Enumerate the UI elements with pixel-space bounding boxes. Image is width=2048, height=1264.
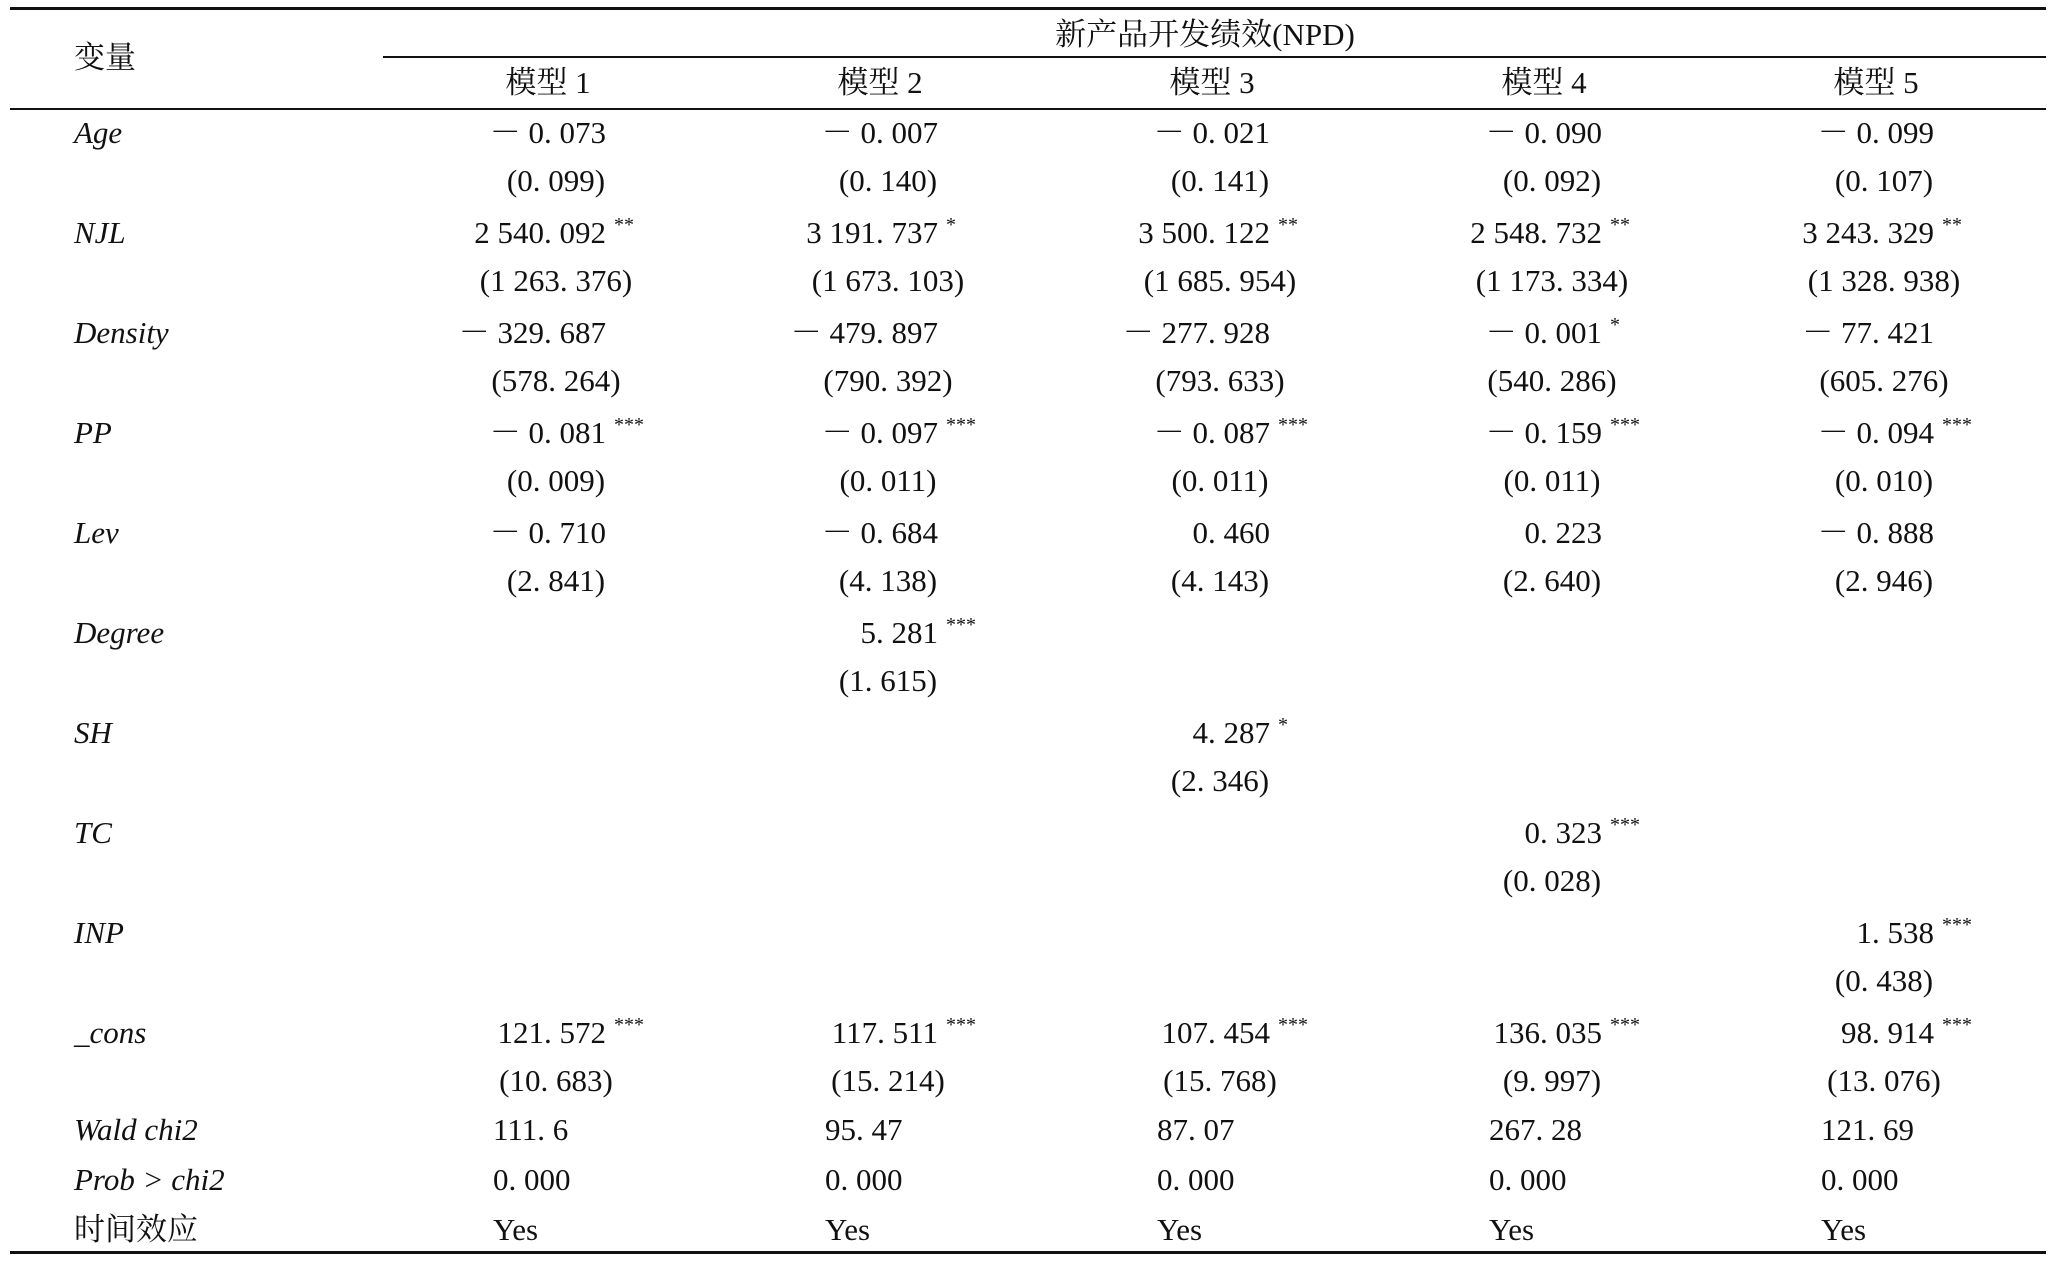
footer-value-cell: 267. 28 (1489, 1112, 1582, 1147)
coefficient-cell: － 329. 687 (458, 315, 606, 350)
footer-value-cell: 0. 000 (1489, 1162, 1567, 1197)
significance-marker: *** (1942, 1014, 1972, 1036)
standard-error-cell: (605. 276) (1819, 363, 1949, 398)
row-label: SH (74, 715, 112, 750)
table-bottom-rule (10, 1251, 2046, 1254)
coefficient-cell: － 0. 021 (1153, 115, 1270, 150)
standard-error-cell: (1 173. 334) (1475, 263, 1629, 298)
coefficient-cell: 5. 281 (860, 615, 938, 650)
significance-marker: ** (1278, 214, 1298, 236)
coefficient-cell: 121. 572 (497, 1015, 606, 1050)
footer-value-cell: 121. 69 (1821, 1112, 1914, 1147)
coefficient-cell: － 0. 097 (821, 415, 938, 450)
standard-error-cell: (1. 615) (838, 663, 938, 698)
significance-marker: * (1610, 314, 1620, 336)
significance-marker: ** (1610, 214, 1630, 236)
coefficient-cell: － 0. 007 (821, 115, 938, 150)
row-label: _cons (74, 1015, 147, 1050)
standard-error-cell: (0. 107) (1834, 163, 1934, 198)
npd-group-header: 新产品开发绩效(NPD) (1055, 17, 1355, 52)
standard-error-cell: (0. 140) (838, 163, 938, 198)
coefficient-cell: 3 243. 329 (1802, 215, 1934, 250)
standard-error-cell: (4. 138) (838, 563, 938, 598)
coefficient-cell: － 0. 001 (1485, 315, 1602, 350)
footer-row-label: Prob > chi2 (74, 1162, 225, 1197)
standard-error-cell: (0. 009) (506, 463, 606, 498)
coefficient-cell: － 0. 073 (489, 115, 606, 150)
standard-error-cell: (10. 683) (499, 1063, 613, 1098)
significance-marker: * (1278, 714, 1288, 736)
significance-marker: *** (1610, 814, 1640, 836)
standard-error-cell: (0. 092) (1502, 163, 1602, 198)
significance-marker: *** (946, 1014, 976, 1036)
coefficient-cell: － 479. 897 (790, 315, 938, 350)
coefficient-cell: 4. 287 (1192, 715, 1270, 750)
row-label: NJL (74, 215, 126, 250)
model-header-4: 模型 4 (1501, 65, 1587, 100)
model-header-2: 模型 2 (837, 65, 923, 100)
footer-row-label: 时间效应 (74, 1212, 198, 1247)
footer-value-cell: Yes (1157, 1212, 1203, 1247)
significance-marker: *** (1278, 1014, 1308, 1036)
standard-error-cell: (540. 286) (1487, 363, 1617, 398)
standard-error-cell: (0. 141) (1170, 163, 1270, 198)
standard-error-cell: (4. 143) (1170, 563, 1270, 598)
coefficient-cell: 3 500. 122 (1138, 215, 1270, 250)
standard-error-cell: (2. 841) (506, 563, 606, 598)
model-header-1: 模型 1 (505, 65, 591, 100)
footer-value-cell: 0. 000 (1157, 1162, 1235, 1197)
coefficient-cell: 2 548. 732 (1470, 215, 1602, 250)
footer-value-cell: Yes (825, 1212, 871, 1247)
standard-error-cell: (1 673. 103) (811, 263, 965, 298)
footer-value-cell: Yes (493, 1212, 539, 1247)
standard-error-cell: (0. 011) (839, 463, 937, 498)
standard-error-cell: (790. 392) (823, 363, 953, 398)
significance-marker: ** (614, 214, 634, 236)
row-label: Lev (74, 515, 119, 550)
standard-error-cell: (15. 768) (1163, 1063, 1277, 1098)
standard-error-cell: (0. 011) (1171, 463, 1269, 498)
significance-marker: *** (946, 414, 976, 436)
standard-error-cell: (793. 633) (1155, 363, 1285, 398)
standard-error-cell: (0. 010) (1834, 463, 1934, 498)
standard-error-cell: (0. 028) (1502, 863, 1602, 898)
standard-error-cell: (1 685. 954) (1143, 263, 1297, 298)
significance-marker: *** (946, 614, 976, 636)
footer-value-cell: 95. 47 (825, 1112, 903, 1147)
significance-marker: * (946, 214, 956, 236)
standard-error-cell: (1 263. 376) (479, 263, 633, 298)
standard-error-cell: (0. 099) (506, 163, 606, 198)
significance-marker: *** (1942, 414, 1972, 436)
coefficient-cell: － 277. 928 (1122, 315, 1270, 350)
coefficient-cell: － 0. 090 (1485, 115, 1602, 150)
coefficient-cell: － 0. 710 (489, 515, 606, 550)
header-bottom-rule (10, 108, 2046, 110)
coefficient-cell: 0. 460 (1192, 515, 1270, 550)
standard-error-cell: (13. 076) (1827, 1063, 1941, 1098)
significance-marker: *** (614, 1014, 644, 1036)
coefficient-cell: 0. 323 (1524, 815, 1602, 850)
footer-row-label: Wald chi2 (74, 1112, 198, 1147)
row-label: PP (74, 415, 112, 450)
standard-error-cell: (0. 011) (1503, 463, 1601, 498)
footer-value-cell: 0. 000 (1821, 1162, 1899, 1197)
footer-value-cell: 111. 6 (493, 1112, 569, 1147)
coefficient-cell: 98. 914 (1841, 1015, 1934, 1050)
standard-error-cell: (1 328. 938) (1807, 263, 1961, 298)
significance-marker: *** (614, 414, 644, 436)
standard-error-cell: (0. 438) (1834, 963, 1934, 998)
variable-column-header: 变量 (74, 40, 136, 75)
row-label: Density (74, 315, 169, 350)
footer-value-cell: 87. 07 (1157, 1112, 1235, 1147)
coefficient-cell: － 0. 087 (1153, 415, 1270, 450)
row-label: Degree (74, 615, 165, 650)
coefficient-cell: 117. 511 (831, 1015, 938, 1050)
standard-error-cell: (2. 640) (1502, 563, 1602, 598)
coefficient-cell: 3 191. 737 (806, 215, 938, 250)
model-header-3: 模型 3 (1169, 65, 1255, 100)
significance-marker: *** (1610, 1014, 1640, 1036)
coefficient-cell: 1. 538 (1856, 915, 1934, 950)
footer-value-cell: Yes (1489, 1212, 1535, 1247)
footer-value-cell: 0. 000 (825, 1162, 903, 1197)
significance-marker: *** (1942, 914, 1972, 936)
coefficient-cell: 2 540. 092 (474, 215, 606, 250)
footer-value-cell: Yes (1821, 1212, 1867, 1247)
coefficient-cell: － 0. 081 (489, 415, 606, 450)
row-label: Age (74, 115, 123, 150)
standard-error-cell: (9. 997) (1502, 1063, 1602, 1098)
standard-error-cell: (578. 264) (491, 363, 621, 398)
row-label: TC (74, 815, 112, 850)
model-header-5: 模型 5 (1833, 65, 1919, 100)
coefficient-cell: 107. 454 (1161, 1015, 1270, 1050)
table-top-rule (10, 7, 2046, 10)
coefficient-cell: 0. 223 (1524, 515, 1602, 550)
coefficient-cell: － 0. 888 (1817, 515, 1934, 550)
coefficient-cell: 136. 035 (1493, 1015, 1602, 1050)
coefficient-cell: － 0. 159 (1485, 415, 1602, 450)
coefficient-cell: － 0. 099 (1817, 115, 1934, 150)
standard-error-cell: (2. 346) (1170, 763, 1270, 798)
footer-value-cell: 0. 000 (493, 1162, 571, 1197)
coefficient-cell: － 0. 094 (1817, 415, 1934, 450)
significance-marker: *** (1278, 414, 1308, 436)
row-label: INP (74, 915, 124, 950)
coefficient-cell: － 0. 684 (821, 515, 938, 550)
standard-error-cell: (15. 214) (831, 1063, 945, 1098)
group-header-rule (383, 56, 2046, 58)
significance-marker: *** (1610, 414, 1640, 436)
significance-marker: ** (1942, 214, 1962, 236)
standard-error-cell: (2. 946) (1834, 563, 1934, 598)
coefficient-cell: － 77. 421 (1802, 315, 1934, 350)
